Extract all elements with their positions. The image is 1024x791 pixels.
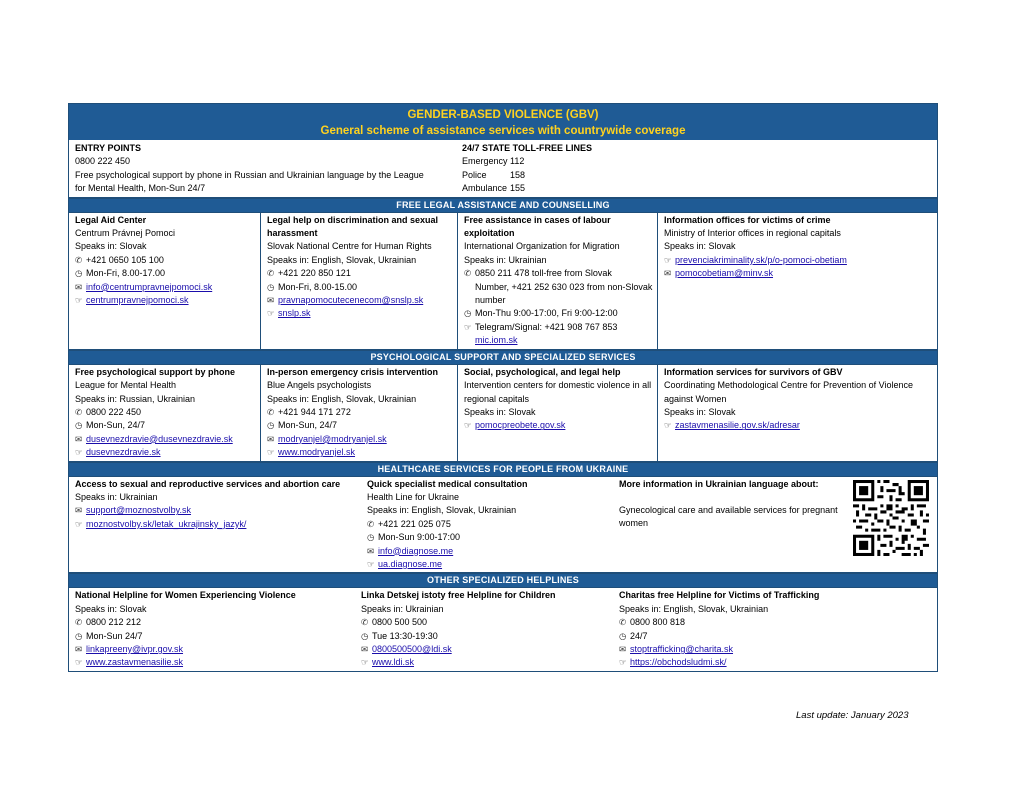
- legal-labour: [457, 213, 657, 349]
- email-link[interactable]: dusevnezdravie@dusevnezdravie.sk: [86, 433, 233, 444]
- card-phone: [75, 254, 256, 267]
- web-link[interactable]: pomocpreobete.gov.sk: [475, 420, 566, 431]
- phone-icon: ✆: [75, 254, 83, 265]
- card-title: Social, psychological, and legal help: [464, 366, 621, 377]
- section-psych: PSYCHOLOGICAL SUPPORT AND SPECIALIZED SERVICES: [69, 350, 937, 365]
- card-hours: [267, 281, 453, 294]
- phone-text: +421 944 171 272: [278, 406, 351, 417]
- psych-crisis: [260, 365, 457, 461]
- section-legal: FREE LEGAL ASSISTANCE AND COUNSELLING: [69, 198, 937, 213]
- card-web: [464, 334, 653, 347]
- web-icon: ☞: [75, 447, 83, 458]
- email-link[interactable]: pomocobetiam@minv.sk: [675, 268, 774, 279]
- toll-number: 158: [510, 169, 526, 180]
- legal-crime-offices: [657, 213, 937, 349]
- entry-points: [69, 141, 456, 197]
- web-link[interactable]: moznostvolby.sk/letak_ukrajinsky_jazyk/: [86, 518, 247, 529]
- card-title: Information services for survivors of GBV: [664, 366, 843, 377]
- card-email: [75, 281, 256, 294]
- hours-text: 24/7: [630, 630, 648, 641]
- entry-row: [69, 141, 937, 198]
- web-link[interactable]: www.ldi.sk: [372, 657, 415, 668]
- qr-code[interactable]: [853, 480, 929, 556]
- card-hours: [619, 630, 933, 643]
- card-phone: [75, 616, 351, 629]
- toll-free-heading: 24/7 STATE TOLL-FREE LINES: [462, 143, 593, 153]
- card-web: [75, 518, 357, 531]
- card-org: Centrum Právnej Pomoci: [75, 228, 176, 239]
- legal-aid-center: [69, 213, 260, 349]
- card-title: Linka Detskej istoty free Helpline for Children: [361, 590, 556, 601]
- web-icon: ☞: [464, 321, 472, 332]
- clock-icon: ◷: [464, 308, 472, 319]
- section-health: HEALTHCARE SERVICES FOR PEOPLE FROM UKRAINE: [69, 462, 937, 477]
- hours-text: Mon-Fri, 8.00-17.00: [86, 268, 166, 279]
- card-phone-cont: Number, +421 252 630 023 from non-Slovak number: [475, 281, 653, 306]
- spacer: [619, 491, 847, 504]
- card-org: Health Line for Ukraine: [367, 491, 460, 502]
- card-email: [361, 643, 609, 656]
- card-speaks: Speaks in: Slovak: [75, 241, 147, 252]
- web-icon: ☞: [619, 657, 627, 668]
- phone-text: 0800 212 212: [86, 617, 142, 628]
- helpline-trafficking: [613, 588, 937, 670]
- card-speaks: Speaks in: Slovak: [464, 406, 536, 417]
- card-web: [361, 656, 609, 669]
- card-speaks: Speaks in: Ukrainian: [361, 603, 444, 614]
- mail-icon: ✉: [367, 545, 375, 556]
- card-web: [664, 254, 933, 267]
- card-hours: [367, 531, 609, 544]
- card-hours: [464, 307, 653, 320]
- web-link[interactable]: ua.diagnose.me: [378, 558, 443, 569]
- card-phone: [361, 616, 609, 629]
- card-hours: [75, 419, 256, 432]
- card-email: [619, 643, 933, 656]
- web-icon: ☞: [75, 518, 83, 529]
- toll-number: 155: [510, 183, 526, 194]
- clock-icon: ◷: [367, 532, 375, 543]
- entry-desc: Free psychological support by phone in Russian and Ukrainian language by the League for Mental Health, Mon-Sun 24/7: [75, 169, 424, 194]
- card-web: [267, 307, 453, 320]
- card-org: Intervention centers for domestic violence in all regional capitals: [464, 380, 652, 404]
- health-row: [69, 477, 937, 574]
- clock-icon: ◷: [75, 268, 83, 279]
- clock-icon: ◷: [75, 630, 83, 641]
- card-phone: [619, 616, 933, 629]
- phone-icon: ✆: [75, 406, 83, 417]
- mail-icon: ✉: [75, 281, 83, 292]
- qr-finder-dot: [914, 486, 923, 495]
- card-speaks: Speaks in: Russian, Ukrainian: [75, 393, 196, 404]
- card-email: [75, 504, 357, 517]
- mail-icon: ✉: [267, 433, 275, 444]
- card-phone: [464, 267, 653, 280]
- health-more-info: [613, 477, 937, 573]
- mail-icon: ✉: [75, 644, 83, 654]
- phone-text: 0800 222 450: [86, 406, 142, 417]
- card-hours: [75, 267, 256, 280]
- card-web: [367, 558, 609, 571]
- web-link[interactable]: mic.iom.sk: [475, 335, 518, 346]
- toll-free-lines: [456, 141, 937, 197]
- hours-text: Mon-Sun 24/7: [86, 630, 143, 641]
- card-title: Legal Aid Center: [75, 214, 147, 225]
- card-title: National Helpline for Women Experiencing Violence: [75, 590, 296, 601]
- legal-row: [69, 213, 937, 350]
- other-row: [69, 588, 937, 670]
- card-web: [75, 656, 351, 669]
- card-title: In-person emergency crisis intervention: [267, 366, 439, 377]
- qr-finder-dot: [859, 486, 868, 495]
- helpline-children: [355, 588, 613, 670]
- phone-text: 0800 500 500: [372, 617, 428, 628]
- web-link[interactable]: https://obchodsludmi.sk/: [630, 657, 727, 668]
- phone-icon: ✆: [361, 617, 369, 628]
- card-speaks: Speaks in: English, Slovak, Ukrainian: [267, 254, 417, 265]
- card-email: [75, 433, 256, 446]
- health-reproductive: [69, 477, 361, 573]
- psych-row: [69, 365, 937, 462]
- clock-icon: ◷: [75, 420, 83, 431]
- web-icon: ☞: [267, 308, 275, 319]
- web-link[interactable]: dusevnezdravie.sk: [86, 447, 161, 458]
- clock-icon: ◷: [267, 420, 275, 431]
- card-title: Legal help on discrimination and sexual harassment: [267, 214, 439, 239]
- card-org: Coordinating Methodological Centre for Prevention of Violence against Women: [664, 380, 913, 404]
- mail-icon: ✉: [361, 644, 369, 654]
- phone-text: +421 0650 105 100: [86, 254, 164, 265]
- card-org: Blue Angels psychologists: [267, 380, 372, 391]
- web-icon: ☞: [267, 447, 275, 458]
- email-link[interactable]: pravnapomocutecenecom@snslp.sk: [278, 295, 424, 306]
- entry-heading: ENTRY POINTS: [75, 143, 142, 153]
- last-update: Last update: January 2023: [796, 710, 909, 721]
- web-link[interactable]: prevenciakriminality.sk/p/o-pomoci-obetiam: [675, 254, 847, 265]
- email-link[interactable]: stoptrafficking@charita.sk: [630, 644, 734, 654]
- email-link[interactable]: support@moznostvolby.sk: [86, 505, 192, 516]
- phone-icon: ✆: [367, 518, 375, 529]
- hours-text: Mon-Fri, 8.00-15.00: [278, 281, 358, 292]
- hours-text: Mon-Thu 9:00-17:00, Fri 9:00-12:00: [475, 308, 618, 319]
- hours-text: Mon-Sun, 24/7: [278, 420, 338, 431]
- card-hours: [267, 419, 453, 432]
- card-phone: [75, 406, 256, 419]
- hours-text: Tue 13:30-19:30: [372, 630, 438, 641]
- card-org: Ministry of Interior offices in regional capitals: [664, 228, 841, 239]
- helpline-women: [69, 588, 355, 670]
- phone-icon: ✆: [267, 406, 275, 417]
- card-title: More information in Ukrainian language about:: [619, 478, 819, 489]
- web-icon: ☞: [75, 657, 83, 668]
- web-link[interactable]: www.zastavmenasilie.sk: [86, 657, 184, 668]
- web-icon: ☞: [464, 420, 472, 431]
- clock-icon: ◷: [267, 281, 275, 292]
- gbv-sheet: [68, 103, 938, 672]
- card-web: [464, 419, 653, 432]
- card-title: Quick specialist medical consultation: [367, 478, 528, 489]
- web-link[interactable]: www.modryanjel.sk: [278, 447, 356, 458]
- qr-finder-dot: [859, 540, 868, 549]
- card-email: [267, 433, 453, 446]
- phone-text: +421 221 025 075: [378, 518, 451, 529]
- web-icon: ☞: [664, 254, 672, 265]
- email-link[interactable]: info@centrumpravnejpomoci.sk: [86, 281, 213, 292]
- card-speaks: Speaks in: English, Slovak, Ukrainian: [267, 393, 417, 404]
- web-icon: ☞: [367, 558, 375, 569]
- clock-icon: ◷: [619, 630, 627, 641]
- card-email: [664, 267, 933, 280]
- section-other: OTHER SPECIALIZED HELPLINES: [69, 573, 937, 588]
- mail-icon: ✉: [75, 433, 83, 444]
- clock-icon: ◷: [361, 630, 369, 641]
- page-subtitle: General scheme of assistance services with countrywide coverage: [69, 123, 937, 141]
- email-link[interactable]: linkapreeny@ivpr.gov.sk: [86, 644, 184, 654]
- health-consultation: [361, 477, 613, 573]
- phone-text: 0800 800 818: [630, 617, 686, 628]
- card-title: Free assistance in cases of labour exploitation: [464, 214, 611, 239]
- card-email: [367, 545, 609, 558]
- entry-phone: 0800 222 450: [75, 156, 131, 167]
- card-speaks: Speaks in: English, Slovak, Ukrainian: [367, 505, 517, 516]
- mail-icon: ✉: [267, 295, 275, 306]
- toll-line: [462, 182, 933, 195]
- card-speaks: Speaks in: Ukrainian: [464, 254, 547, 265]
- card-phone: [367, 518, 609, 531]
- web-icon: ☞: [75, 295, 83, 306]
- toll-line: [462, 169, 933, 182]
- web-icon: ☞: [664, 420, 672, 431]
- phone-icon: ✆: [75, 617, 83, 628]
- card-title: Free psychological support by phone: [75, 366, 236, 377]
- mail-icon: ✉: [664, 268, 672, 279]
- card-email: [75, 643, 351, 656]
- hours-text: Mon-Sun 9:00-17:00: [378, 532, 461, 543]
- card-title: Information offices for victims of crime: [664, 214, 831, 225]
- card-title: Charitas free Helpline for Victims of Trafficking: [619, 590, 820, 601]
- card-speaks: Speaks in: English, Slovak, Ukrainian: [619, 603, 769, 614]
- phone-icon: ✆: [464, 268, 472, 279]
- card-speaks: Speaks in: Slovak: [664, 406, 736, 417]
- telegram-text: Telegram/Signal: +421 908 767 853: [475, 321, 618, 332]
- card-speaks: Speaks in: Slovak: [664, 241, 736, 252]
- psych-gbv-info: [657, 365, 937, 461]
- card-title: Access to sexual and reproductive services and abortion care: [75, 478, 341, 489]
- mail-icon: ✉: [75, 505, 83, 516]
- mail-icon: ✉: [619, 644, 627, 654]
- web-link[interactable]: snslp.sk: [278, 308, 311, 319]
- card-phone: [267, 267, 453, 280]
- phone-text: 0850 211 478 toll-free from Slovak: [475, 268, 612, 279]
- phone-icon: ✆: [267, 268, 275, 279]
- toll-number: 112: [510, 156, 525, 167]
- card-telegram: [464, 321, 653, 334]
- card-web: [619, 656, 933, 669]
- phone-text: +421 220 850 121: [278, 268, 351, 279]
- toll-line: [462, 155, 933, 168]
- card-web: [75, 446, 256, 459]
- card-speaks: Speaks in: Slovak: [75, 603, 147, 614]
- email-link[interactable]: 0800500500@ldi.sk: [372, 644, 452, 654]
- card-org: League for Mental Health: [75, 380, 177, 391]
- toll-label: Ambulance: [462, 183, 508, 194]
- toll-label: Police: [462, 169, 487, 180]
- card-web: [75, 294, 256, 307]
- phone-icon: ✆: [619, 617, 627, 628]
- card-web: [267, 446, 453, 459]
- web-link[interactable]: centrumpravnejpomoci.sk: [86, 295, 189, 306]
- card-org: International Organization for Migration: [464, 241, 620, 252]
- card-hours: [361, 630, 609, 643]
- card-org: Slovak National Centre for Human Rights: [267, 241, 432, 252]
- card-speaks: Speaks in: Ukrainian: [75, 491, 158, 502]
- email-link[interactable]: modryanjel@modryanjel.sk: [278, 433, 387, 444]
- card-desc: Gynecological care and available services for pregnant women: [619, 504, 838, 529]
- hours-text: Mon-Sun, 24/7: [86, 420, 146, 431]
- more-info-text: [619, 478, 847, 572]
- psych-social-legal: [457, 365, 657, 461]
- legal-discrimination: [260, 213, 457, 349]
- card-web: [664, 419, 933, 432]
- web-icon: ☞: [361, 657, 369, 668]
- web-link[interactable]: zastavmenasilie.gov.sk/adresar: [675, 420, 800, 431]
- toll-label: Emergency: [462, 156, 508, 167]
- card-hours: [75, 630, 351, 643]
- card-email: [267, 294, 453, 307]
- email-link[interactable]: info@diagnose.me: [378, 545, 454, 556]
- card-phone: [267, 406, 453, 419]
- psych-phone-support: [69, 365, 260, 461]
- page-title: GENDER-BASED VIOLENCE (GBV): [69, 104, 937, 123]
